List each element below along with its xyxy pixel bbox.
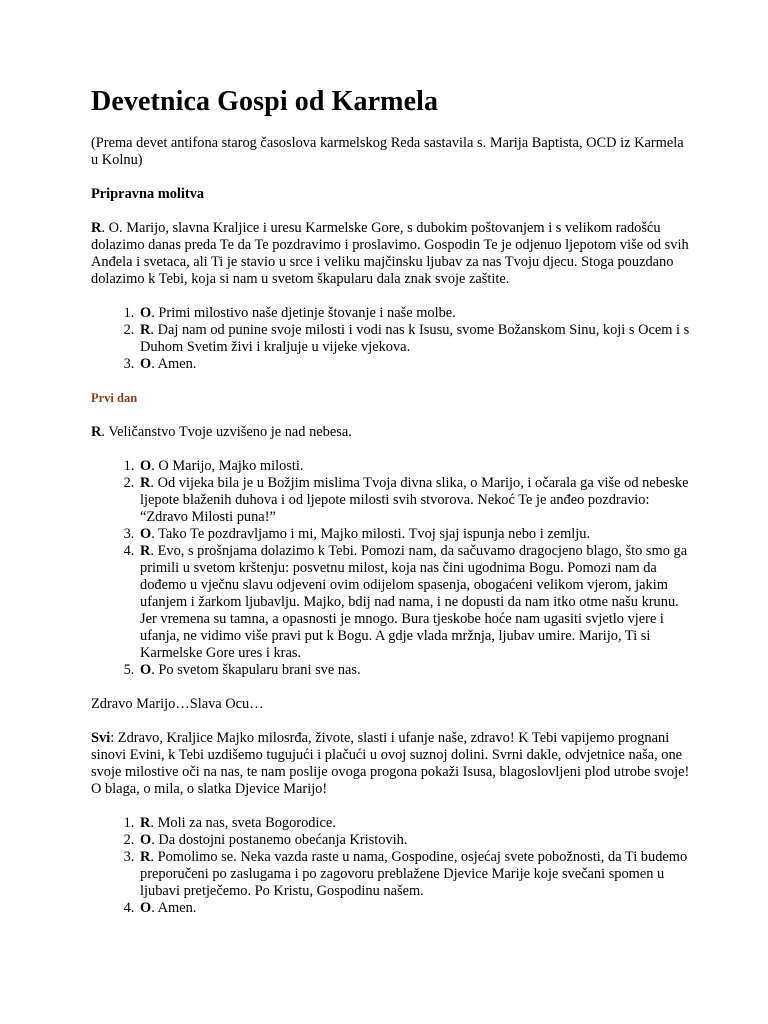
list-item-text: . Evo, s prošnjama dolazimo k Tebi. Pomozi nam, da sačuvamo dragocjeno blago, što smo ga primili u svetom krštenju: posvetnu milost, koja nas čini ugodnima Bogu. Pomozi nam da dođemo u vječnu slavu odjeveni ovim odijelom spasenja, obogaćeni velikom vjerom, jakim ufanjem i žarkom ljubavlju. Majko, bdij nad nama, i ne dopusti da nam itko otme našu krunu. Jer vremena su tamna, a opasnosti je mnogo. Bura tjeskobe hoće nam ugasiti svjetlo vjere i ufanja, ne vidimo više pravi put k Bogu. A gdje vlada mržnja, ljubav umire. Marijo, Ti si Karmelske Gore ures i kras. xyxy=(140,543,688,662)
document-title: Devetnica Gospi od Karmela xyxy=(91,86,439,117)
svi-prayer xyxy=(91,730,691,798)
response-label: R xyxy=(140,849,151,866)
prep-intro-text: . O. Marijo, slavna Kraljice i uresu Karmelske Gore, s dubokim poštovanjem i s velikom radošću dolazimo danas preda Te da Te pozdravimo i proslavimo. Gospodin Te je odjenuo ljepotom više od svih Anđela i svetaca, ali Ti je stavio u srce i veliku majčinsku ljubav za nas Tvoju djecu. Stoga pouzdano dolazimo k Tebi, koja si nam u svetom škapularu dala znak svoje zaštite. xyxy=(91,220,689,288)
response-label: R xyxy=(140,322,151,339)
list-item xyxy=(138,305,691,322)
list-item xyxy=(138,322,691,356)
response-label: O xyxy=(140,900,152,917)
svi-prayer-text: : Zdravo, Kraljice Majko milosrđa, živote, slasti i ufanje naše, zdravo! K Tebi vapijemo prognani sinovi Evini, k Tebi uzdišemo tugujući i plačući u ovoj suznoj dolini. Svrni dakle, odvjetnice naša, one svoje milostive oči na nas, te nam poslije ovoga progona pokaži Isusa, blagoslovljeni plod utrobe svoje! O blaga, o mila, o slatka Djevice Marijo! xyxy=(91,730,690,798)
list-item-text: . Da dostojni postanemo obećanja Kristovih. xyxy=(151,832,408,849)
day1-intro-text: . Veličanstvo Tvoje uzvišeno je nad nebesa. xyxy=(101,424,352,441)
list-item xyxy=(138,526,691,543)
list-item xyxy=(138,543,691,662)
zdravo-line: Zdravo Marijo…Slava Ocu… xyxy=(91,696,264,713)
response-label: R xyxy=(140,815,151,832)
response-label: O xyxy=(140,356,152,373)
list-item xyxy=(138,832,691,849)
list-item-text: . O Marijo, Majko milosti. xyxy=(151,458,304,475)
response-label: R xyxy=(91,424,102,441)
response-label: R xyxy=(140,475,151,492)
list-item-text: . Primi milostivo naše djetinje štovanje i naše molbe. xyxy=(151,305,456,322)
svi-label: Svi xyxy=(91,730,111,747)
day1-list xyxy=(91,458,691,679)
prep-heading: Pripravna molitva xyxy=(91,186,205,203)
prep-intro xyxy=(91,220,691,288)
response-label: O xyxy=(140,832,152,849)
response-label: O xyxy=(140,458,152,475)
list-item xyxy=(138,815,691,832)
list-item-text: . Amen. xyxy=(151,900,197,917)
response-label: R xyxy=(91,220,102,237)
list-item xyxy=(138,900,691,917)
list-item-text: . Tako Te pozdravljamo i mi, Majko milosti. Tvoj sjaj ispunja nebo i zemlju. xyxy=(151,526,591,543)
list-item xyxy=(138,849,691,900)
list-item xyxy=(138,458,691,475)
response-label: O xyxy=(140,526,152,543)
day1-heading: Prvi dan xyxy=(91,391,138,406)
document-subtitle: (Prema devet antifona starog časoslova karmelskog Reda sastavila s. Marija Baptista, OCD iz Karmela u Kolnu) xyxy=(91,135,684,169)
list-item-text: . Po svetom škapularu brani sve nas. xyxy=(151,662,361,679)
final-list xyxy=(91,815,691,917)
response-label: R xyxy=(140,543,151,560)
list-item-text: . Moli za nas, sveta Bogorodice. xyxy=(150,815,336,832)
list-item-text: . Amen. xyxy=(151,356,197,373)
prep-list xyxy=(91,305,691,373)
list-item xyxy=(138,356,691,373)
day1-intro xyxy=(91,424,691,441)
list-item xyxy=(138,475,691,526)
list-item-text: . Od vijeka bila je u Božjim mislima Tvoja divna slika, o Marijo, i očarala ga više od nebeske ljepote blaženih duhova i od ljepote milosti svih stvorova. Nekoć Te je anđeo pozdravio: “Zdravo Milosti puna!” xyxy=(140,475,689,526)
list-item-text: . Daj nam od punine svoje milosti i vodi nas k Isusu, svome Božanskom Sinu, koji s Ocem i s Duhom Svetim živi i kraljuje u vijeke vjekova. xyxy=(140,322,690,356)
response-label: O xyxy=(140,305,152,322)
response-label: O xyxy=(140,662,152,679)
document-content xyxy=(91,86,691,934)
list-item-text: . Pomolimo se. Neka vazda raste u nama, Gospodine, osjećaj svete pobožnosti, da Ti budemo preporučeni po zaslugama i po zagovoru preblažene Djevice Marije koje svečani spomen u ljubavi pretječemo. Po Kristu, Gospodinu našem. xyxy=(140,849,688,900)
list-item xyxy=(138,662,691,679)
